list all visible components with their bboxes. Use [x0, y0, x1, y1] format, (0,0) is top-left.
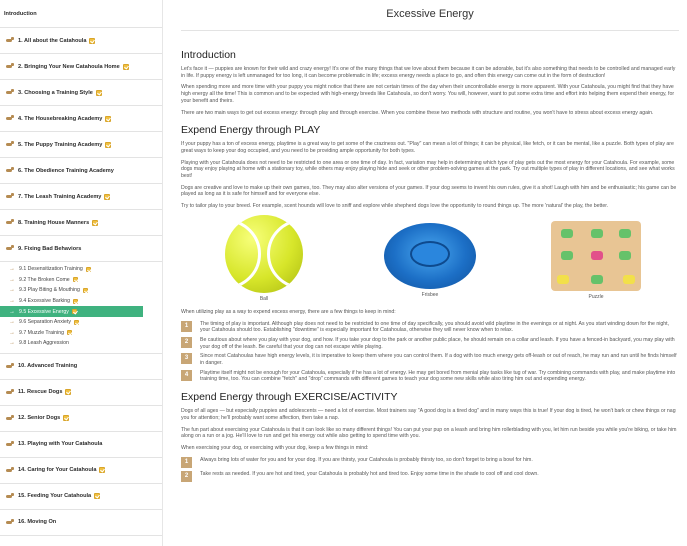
- play-section: [181, 141, 679, 210]
- sidebar-subitem-label: 9.2 The Broken Come: [19, 276, 70, 283]
- sidebar-item[interactable]: [0, 28, 162, 54]
- completed-check-icon: [73, 277, 78, 282]
- completed-check-icon: [104, 194, 110, 200]
- toy-frisbee: [375, 215, 485, 309]
- tip-item: [181, 321, 679, 334]
- sidebar-subitem[interactable]: [0, 275, 162, 286]
- paragraph: Dogs of all ages — but especially puppies and adolescents — need a lot of exercise. Most trainers say "A good dog is a tired dog" and in many ways this is true! If your dog is tired, he won't bark or chew things or nag you for attention; he'll probably want some affection, then take a nap.: [181, 408, 676, 421]
- sidebar-item[interactable]: [0, 132, 162, 158]
- tip-text: Always bring lots of water for you and for your dog. If you are thirsty, your Catahoula is probably thirsty too, so don't forget to bring a bowl for him.: [200, 456, 533, 463]
- paragraph: When exercising your dog, or exercising with your dog, keep a few things in mind:: [181, 444, 369, 451]
- sidebar-item[interactable]: [0, 236, 162, 262]
- page-title: Excessive Energy: [386, 8, 474, 20]
- sidebar-sublist: [0, 262, 162, 354]
- paragraph: There are two main ways to get out excess energy: through play and through exercise. When you combine these two methods with structure and routine, you won't have to stress about excess energy again.: [181, 109, 654, 116]
- sidebar-item-label: 3. Choosing a Training Style: [18, 89, 93, 96]
- arrow-right-icon: →: [9, 276, 15, 283]
- dog-icon: [5, 363, 14, 370]
- paragraph: When spending more and more time with your puppy you might notice that there are not certain times of the day when their uncontrollable energy is more apparent. With your Catahoula, you might find that they have high energy all the time! This is common and to be expected with high-energy breeds like Catahoula, so don't worry. You will, however, want to put some extra time and effort into helping them expend their energy, for your benefit and theirs.: [181, 84, 675, 104]
- completed-check-icon: [94, 493, 100, 499]
- sidebar-subitem[interactable]: [0, 317, 162, 328]
- tips-intro: When utilizing play as a way to expend excess energy, there are a few things to keep in mind:: [181, 308, 396, 315]
- toy-caption: Ball: [259, 295, 269, 302]
- toy-ball: [209, 215, 319, 309]
- tip-number-badge: 2: [181, 471, 192, 482]
- tip-number-badge: 4: [181, 370, 192, 381]
- tip-text: Since most Catahoulas have high energy levels, it is imperative to keep them where you can control them. If a dog with too much energy gets off-leash or out of reach, he may run and run until he finds himself in danger.: [200, 353, 677, 367]
- completed-check-icon: [86, 267, 91, 272]
- sidebar-item-label: 15. Feeding Your Catahoula: [18, 493, 92, 500]
- sidebar-subitem-label: 9.6 Separation Anxiety: [19, 319, 71, 326]
- sidebar-subitem-label: 9.8 Leash Aggression: [19, 340, 69, 347]
- sidebar-item[interactable]: [0, 380, 162, 406]
- toy-images: [181, 215, 679, 309]
- sidebar-subitem-label: 9.4 Excessive Barking: [19, 298, 71, 305]
- arrow-right-icon: →: [9, 266, 15, 273]
- completed-check-icon: [105, 116, 111, 122]
- sidebar-item-label: 9. Fixing Bad Behaviors: [18, 245, 82, 252]
- dog-icon: [5, 493, 14, 500]
- sidebar-subitem[interactable]: [0, 338, 162, 349]
- arrow-right-icon: →: [9, 340, 15, 347]
- sidebar-item[interactable]: [0, 406, 162, 432]
- completed-check-icon: [89, 38, 95, 44]
- tip-item: [181, 370, 679, 383]
- dog-icon: [5, 415, 14, 422]
- sidebar-item-label: 10. Advanced Training: [18, 363, 78, 370]
- sidebar-subitem[interactable]: [0, 285, 162, 296]
- sidebar-subitem[interactable]: [0, 264, 162, 275]
- sidebar-item[interactable]: [0, 0, 162, 28]
- sidebar-subitem-label: 9.7 Muzzle Training: [19, 329, 64, 336]
- completed-check-icon: [73, 299, 78, 304]
- sidebar-item-label: 7. The Leash Training Academy: [18, 193, 102, 200]
- lesson-content: [181, 0, 679, 546]
- tip-number-badge: 1: [181, 321, 192, 332]
- play-tips-list: [181, 321, 679, 384]
- dog-icon: [5, 115, 14, 122]
- sidebar-item[interactable]: [0, 510, 162, 536]
- title-divider: [181, 30, 679, 31]
- tip-text: Take rests as needed. If you are hot and tired, your Catahoula is probably hot and tired too. Enjoy some time in the shade to cool off and cool down.: [200, 470, 539, 477]
- sidebar-item-label: 2. Bringing Your New Catahoula Home: [18, 63, 120, 70]
- paragraph: Try to tailor play to your breed. For example, scent hounds will love to sniff and explore while shepherd dogs love the opportunity to round things up. The more 'natural' the play, the better.: [181, 203, 609, 210]
- exercise-tips-list: [181, 457, 679, 482]
- toy-caption: Puzzle: [588, 293, 604, 300]
- tip-number-badge: 1: [181, 457, 192, 468]
- tip-item: [181, 457, 679, 468]
- sidebar-item-label: 6. The Obedience Training Academy: [18, 167, 114, 174]
- play-heading: Expend Energy through PLAY: [181, 124, 321, 137]
- sidebar-subitem-active[interactable]: [0, 306, 143, 317]
- dog-icon: [5, 441, 14, 448]
- completed-check-icon: [105, 142, 111, 148]
- tip-item: [181, 471, 679, 482]
- completed-check-icon: [67, 330, 72, 335]
- arrow-right-icon: →: [9, 319, 15, 326]
- completed-check-icon: [83, 288, 88, 293]
- paragraph: Let's face it — puppies are known for their wild and crazy energy! It's one of the many things that we love about them because it can be adorable, but it's also something that needs to be controlled and managed early in life. If puppy energy is left unmanaged for too long, it can become problematic in life; excess energy needs a place to go, and often this energy can come out in the form of destruction!: [181, 66, 676, 79]
- dog-icon: [5, 89, 14, 96]
- dog-icon: [5, 141, 14, 148]
- dog-icon: [5, 193, 14, 200]
- completed-check-icon: [63, 415, 69, 421]
- sidebar-item-label: 4. The Housebreaking Academy: [18, 115, 103, 122]
- sidebar-item[interactable]: [0, 210, 162, 236]
- arrow-right-icon: →: [9, 308, 15, 315]
- completed-check-icon: [123, 64, 129, 70]
- sidebar-item-label: 16. Moving On: [18, 519, 57, 526]
- sidebar-item[interactable]: [0, 80, 162, 106]
- tip-text: Playtime itself might not be enough for your Catahoula, especially if he has a lot of energy. He may get bored from menial play tasks like tug of war. Try combining commands with play, and make playtime into training time, too. You can combine "fetch" and "drop" commands with different games to teach your dog some new skills while also tiring him out and expending energy.: [200, 369, 676, 383]
- dog-icon: [5, 63, 14, 70]
- sidebar-item[interactable]: [0, 106, 162, 132]
- dog-icon: [5, 37, 14, 44]
- sidebar-item-label: 8. Training House Manners: [18, 219, 90, 226]
- sidebar-item[interactable]: [0, 158, 162, 184]
- sidebar-item-label: 14. Caring for Your Catahoula: [18, 467, 97, 474]
- sidebar-item[interactable]: [0, 54, 162, 80]
- dog-icon: [5, 467, 14, 474]
- sidebar-item[interactable]: [0, 354, 162, 380]
- sidebar-subitem-label: 9.5 Excessive Energy: [19, 308, 69, 315]
- dog-icon: [5, 519, 14, 526]
- sidebar-item-label: 11. Rescue Dogs: [18, 389, 63, 396]
- course-sidebar: [0, 0, 163, 546]
- completed-check-icon: [99, 467, 105, 473]
- sidebar-item[interactable]: [0, 432, 162, 458]
- arrow-right-icon: →: [9, 298, 15, 305]
- dog-icon: [5, 167, 14, 174]
- dog-icon: [5, 219, 14, 226]
- tip-item: [181, 353, 679, 366]
- tennis-ball-icon: [225, 215, 303, 293]
- tip-text: The timing of play is important. Although play does not need to be restricted to one time of day specifically, you should avoid wild playtime in the evenings or at night. As you start winding down for the night, your Catahoula should too. Establishing "downtime" is especially important for Catahoulas, otherwise they will never know when to relax.: [200, 320, 670, 334]
- tip-number-badge: 3: [181, 353, 192, 364]
- paragraph: The fun part about exercising your Catahoula is that it can look like so many different things! You can put your pup on a leash and bring him rollerblading with you, let him run beside you while you're biking, or take him along on a run or a jog. He'll love to run and get his energy out while also getting to spend time with you.: [181, 426, 677, 440]
- intro-section: [181, 66, 679, 116]
- exercise-section: [181, 408, 679, 452]
- toy-puzzle: [541, 215, 651, 309]
- completed-check-icon: [92, 220, 98, 226]
- completed-check-icon: [74, 320, 79, 325]
- completed-check-icon: [96, 90, 102, 96]
- tip-text: Be cautious about where you play with your dog, and how. If you take your dog to the park or another public place, he should remain on a collar and leash. If you have a fenced-in backyard, you may play with your dog off of the leash. Be careful that your dog can not escape while playing.: [200, 336, 675, 350]
- sidebar-item[interactable]: [0, 458, 162, 484]
- paragraph: If your puppy has a ton of excess energy, playtime is a great way to get some of the craziness out. "Play" can mean a lot of things; it can be physical, like fetch, or it can be mental, like a puzzle. Both types of play are great ways to keep your dog occupied, and you need to be providing ample opportunity for both types.: [181, 141, 674, 154]
- sidebar-subitem[interactable]: [0, 328, 162, 339]
- dog-icon: [5, 245, 14, 252]
- sidebar-subitem[interactable]: [0, 296, 162, 307]
- puzzle-toy-icon: [551, 221, 641, 291]
- toy-caption: Frisbee: [421, 291, 439, 298]
- sidebar-item-label: 12. Senior Dogs: [18, 415, 61, 422]
- completed-check-icon: [72, 309, 77, 314]
- tip-number-badge: 2: [181, 337, 192, 348]
- tip-item: [181, 337, 679, 350]
- sidebar-item-label: 1. All about the Catahoula: [18, 37, 87, 44]
- sidebar-subitem-label: 9.1 Desensitization Training: [19, 266, 83, 273]
- exercise-heading: Expend Energy through EXERCISE/ACTIVITY: [181, 391, 398, 404]
- sidebar-item-label: 13. Playing with Your Catahoula: [18, 441, 103, 448]
- paragraph: Playing with your Catahoula does not need to be restricted to one area or one time of day. In fact, variation may help in determining which type of play gets out the most energy for your Catahoula. For example, some dogs may enjoy playing at home with a stationary toy, while others may enjoy playing hide and seek or other problem-solving games at the park. Try out multiple types of play in different locations, and see what works best!: [181, 159, 675, 180]
- paragraph: Dogs are creative and love to make up their own games, too. They may also alter versions of your games. If your dog seems to invent his own rules, give it a shot! Laugh with him and be enthusiastic; his game can be played as long as it is safe for himself and for everyone else.: [181, 184, 677, 198]
- sidebar-item[interactable]: [0, 184, 162, 210]
- sidebar-item-label: Introduction: [4, 10, 37, 17]
- sidebar-item-label: 5. The Puppy Training Academy: [18, 141, 103, 148]
- intro-heading: Introduction: [181, 49, 236, 61]
- dog-icon: [5, 389, 14, 396]
- frisbee-icon: [384, 223, 476, 289]
- arrow-right-icon: →: [9, 287, 15, 294]
- sidebar-item[interactable]: [0, 484, 162, 510]
- sidebar-subitem-label: 9.3 Play Biting & Mouthing: [19, 287, 80, 294]
- arrow-right-icon: →: [9, 329, 15, 336]
- completed-check-icon: [65, 389, 71, 395]
